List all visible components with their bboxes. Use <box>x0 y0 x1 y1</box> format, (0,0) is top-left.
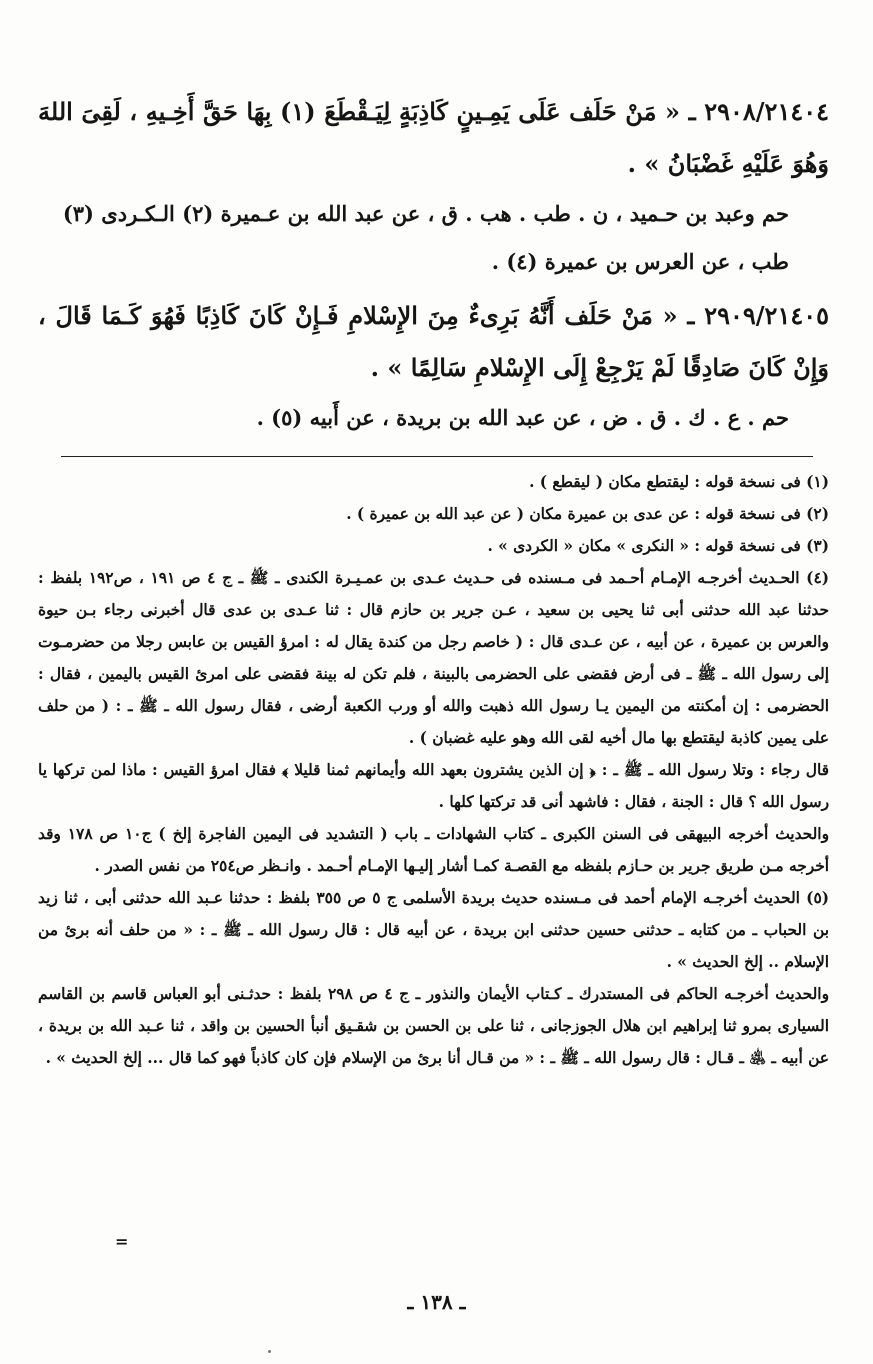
hadith-2909-source-1: حم . ع . ك . ق . ض ، عن عبد الله بن بريدة ، عن أَبيه (٥) . <box>256 405 789 430</box>
footnote-2: (٢) فى نسخة قوله : عن عدى بن عميرة مكان ( عن عبد الله بن عميرة ) . <box>346 505 829 523</box>
footnote-5-continuation: والحديث أخرجـه الحاكم فى المستدرك ـ كـتاب الأيمان والنذور ـ ج ٤ ص ٢٩٨ بلفظ : حدثـنى أبو العباس قاسم بن القاسم السيارى بمرو ثنا إبراهيم ابن هلال الجوزجانى ، ثنا على بن الحسن بن شقـيق أنبأ الحسين بن واقد ، ثنا عـبد الله بن بريدة ، عن أبيه ـ ﵁ ـ قـال : قال رسول الله ـ ﷺ ـ : « من قـال أنا برئ من الإسلام فإن كان كاذباً فهو كما قال ... إلخ الحديث » . <box>38 985 830 1067</box>
continuation-mark: = <box>115 1232 129 1251</box>
hadith-2909: ٢٩٠٩/٢١٤٠٥ ـ « مَنْ حَلَف أَنَّهُ بَرِىءٌ مِنَ الإِسْلامِ فَـإِنْ كَانَ كَاذِبًا فَهُوَ كَـمَا قَالَ ، وَإِنْ كَانَ صَادِقًا لَمْ يَرْجِعْ إِلَى الإِسْلامِ سَالِمًا » . <box>38 301 829 382</box>
hadith-2908-source-2: طب ، عن العرس بن عميرة (٤) . <box>491 249 789 274</box>
footnote-4-continuation-1: قال رجاء : وتلا رسول الله ـ ﷺ ـ : ﴿ إن الذين يشترون بعهد الله وأيمانهم ثمنا قليلا ﴾ فقال امرؤ القيس : ماذا لمن تركها يا رسول الله ؟ قال : الجنة ، فقال : فاشهد أنى قد تركتها كلها . <box>38 761 829 811</box>
footnote-5: (٥) الحديث أخرجـه الإمام أحمد فى مـسنده حديث بريدة الأسلمى ج ٥ ص ٣٥٥ بلفظ : حدثنا عـبد الله حدثنى أبى ، ثنا زيد بن الحباب ـ من كتابه ـ حدثنى حسين حدثنى ابن بريدة ، عن أبيه قال : قال رسول الله ـ ﷺ ـ : « من حلف أنه برئ من الإسلام .. إلخ الحديث » . <box>38 889 830 971</box>
footnote-4-continuation-2: والحديث أخرجه البيهقى فى السنن الكبرى ـ كتاب الشهادات ـ باب ( التشديد فى اليمين الفاجرة إلخ ) ج١٠ ص ١٧٨ وقد أخرجه مـن طريق جرير بن حـازم بلفظه مع القصـة كمـا أشار إليـها الإمـام أحـمد . وانـظر ص٢٥٤ من نفس الصدر . <box>38 825 829 875</box>
footnote-1: (١) فى نسخة قوله : ليقتطع مكان ( ليقطع ) . <box>529 473 829 491</box>
footnote-4: (٤) الحـديث أخرجـه الإمـام أحـمد فى مـسنده فى حـديث عـدى بن عمـيـرة الكندى ـ ﷺ ـ ج ٤ ص ١٩١ ، ص١٩٢ بلفظ : حدثنا عبد الله حدثنى أبى ثنا يحيى بن سعيد ، عـن جرير بن حازم قال : ثنا عـدى بن عدى قال أخبرنى رجاء بـن حيوة والعرس بن عميرة ، عن أبيه ، عن عـدى قال : ( خاصم رجل من كندة يقال له : امرؤ القيس بن عابس رجلا من حضرمـوت إلى رسول الله ـ ﷺ ـ فى أرض فقضى على الحضرمى بالبينة ، فلم تكن له بينة فقضى على امرئ القيس باليمين ، فقال : الحضرمى : إن أمكنته من اليمين يـا رسول الله ذهبت والله أو ورب الكعبة أرضى ، فقال رسول الله ـ ﷺ ـ : ( من حلف على يمين كاذبة ليقتطع بها مال أخيه لقى الله وهو عليه غضبان ) . <box>38 569 830 747</box>
scan-speck <box>268 1350 271 1353</box>
hadith-2908: ٢٩٠٨/٢١٤٠٤ ـ « مَنْ حَلَف عَلَى يَمِـينٍ كَاذِبَةٍ لِيَـقْطَعَ (١) بِهَا حَقَّ أَخِـيهِ ، لَقِىَ اللهَ وَهُوَ عَلَيْهِ غَضْبَانُ » . <box>38 97 829 178</box>
main-text <box>38 86 829 442</box>
footnote-3: (٣) فى نسخة قوله : « النكرى » مكان « الكردى » . <box>487 537 829 555</box>
page-number: ـ ١٣٨ ـ <box>407 1290 466 1314</box>
footnotes <box>38 466 829 1074</box>
footnote-separator <box>61 456 813 457</box>
hadith-2908-source-1: حم وعبد بن حـميد ، ن . طب . هب . ق ، عن عبد الله بن عـميرة (٢) الـكـردى (٣) <box>62 201 789 226</box>
